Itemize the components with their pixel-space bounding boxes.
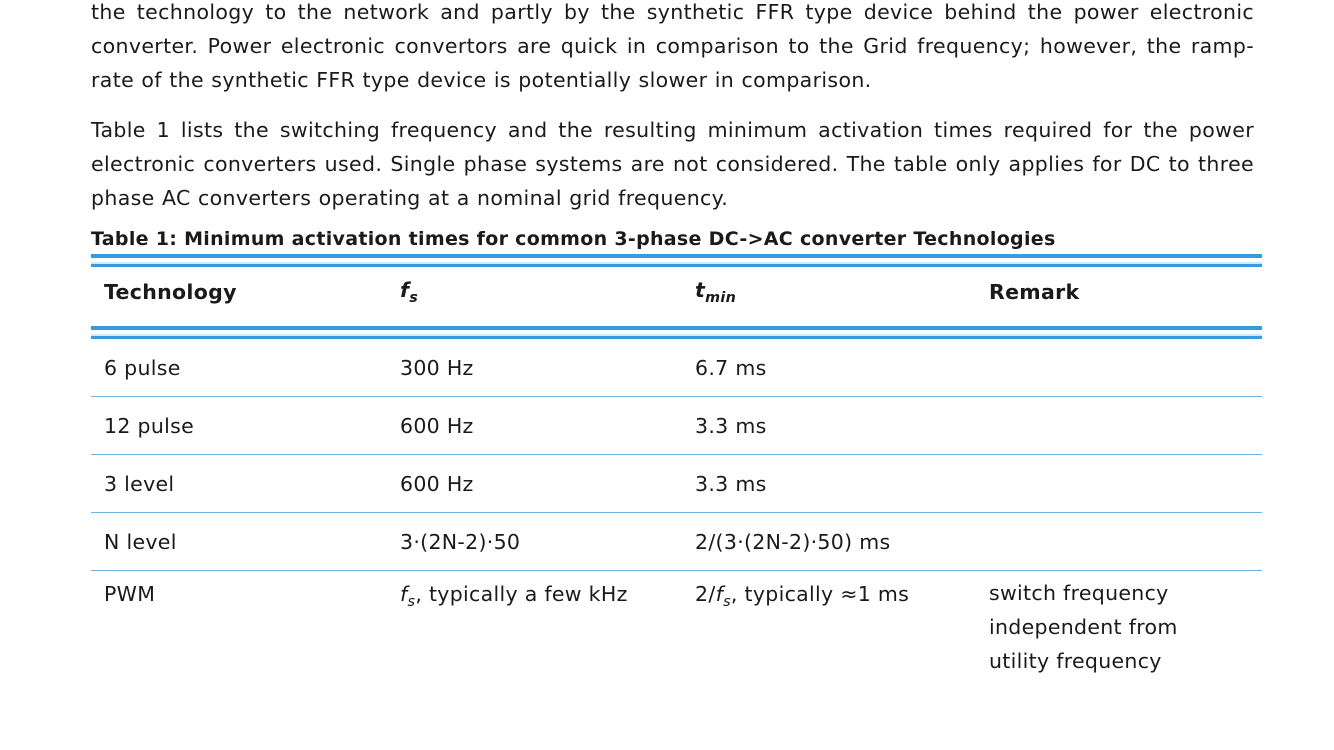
cell-technology: 12 pulse [104,413,194,438]
table-header-rule [91,326,1262,330]
table-row [91,571,1262,678]
paragraph-intro: the technology to the network and partly by the synthetic FFR type device behind the power electronic converter. Power electronic convertors are quick in comparison to the Grid frequency; however, the ramp-rate of the synthetic FFR type device is potentially slower in comparison. [91,0,1254,92]
remark-line: switch frequency [989,581,1169,605]
activation-times-table [91,254,1262,678]
cell-technology: 6 pulse [104,355,181,380]
cell-technology: PWM [104,582,156,606]
table-header-row [91,258,1262,326]
cell-tmin: 2/(3·(2N-2)·50) ms [695,529,891,554]
remark-line: utility frequency [989,649,1162,673]
cell-technology: 3 level [104,471,175,496]
cell-tmin: 3.3 ms [695,413,767,438]
header-fs: $f_s$ [400,277,419,306]
header-remark: Remark [989,280,1080,304]
table-caption: Table 1: Minimum activation times for common 3-phase DC->AC converter Technologies [91,228,1056,250]
remark-line: independent from [989,615,1178,639]
cell-tmin: $2/f_s$, typically ≈1 ms [695,582,910,611]
table-row [91,339,1262,397]
cell-fs: 600 Hz [400,471,474,496]
paragraph-table-intro: Table 1 lists the switching frequency and the resulting minimum activation times required for the power electronic converters used. Single phase systems are not considered. The table only applies for DC to three phase AC converters operating at a nominal grid frequency. [91,118,1254,210]
cell-fs: 3·(2N-2)·50 [400,529,521,554]
header-technology: Technology [104,280,237,304]
cell-fs: $f_s$, typically a few kHz [400,582,628,611]
table-row [91,397,1262,455]
header-tmin: $t_{min}$ [695,277,737,306]
cell-technology: N level [104,529,177,554]
cell-fs: 300 Hz [400,355,474,380]
table-row [91,455,1262,513]
table-row [91,513,1262,571]
table-top-rule [91,254,1262,258]
cell-fs: 600 Hz [400,413,474,438]
cell-tmin: 6.7 ms [695,355,767,380]
cell-remark [976,576,1262,678]
cell-tmin: 3.3 ms [695,471,767,496]
